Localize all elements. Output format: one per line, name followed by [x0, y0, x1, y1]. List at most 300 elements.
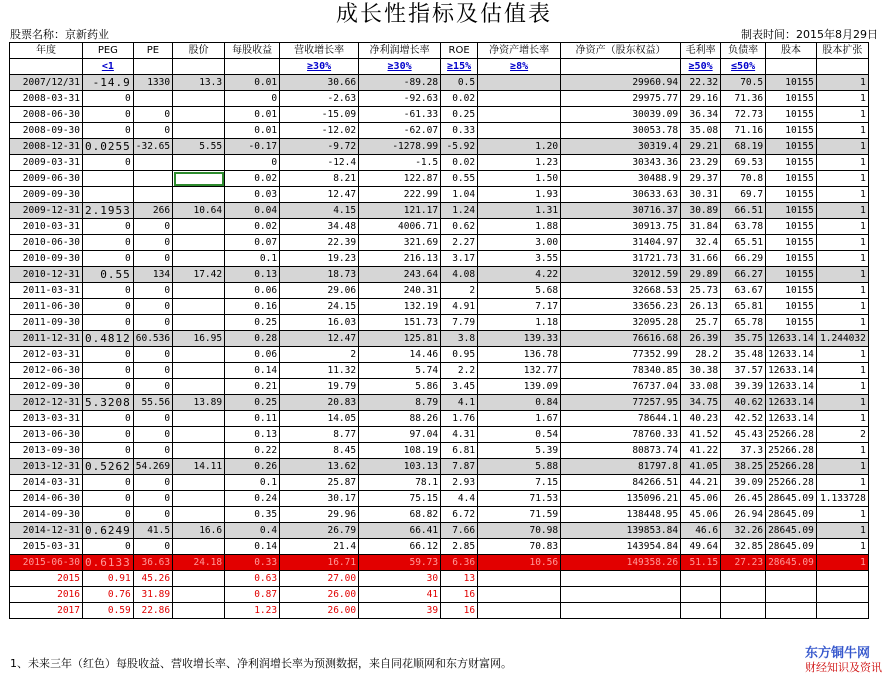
- table-cell[interactable]: 0.01: [225, 123, 280, 139]
- criteria-cell[interactable]: ≤50%: [721, 59, 766, 75]
- criteria-cell[interactable]: <1: [83, 59, 134, 75]
- table-cell[interactable]: 13.62: [280, 459, 359, 475]
- table-cell[interactable]: 321.69: [359, 235, 441, 251]
- table-cell[interactable]: [766, 603, 817, 619]
- table-cell[interactable]: 68.82: [359, 507, 441, 523]
- table-cell[interactable]: 26.00: [280, 587, 359, 603]
- table-cell[interactable]: 1: [816, 283, 868, 299]
- table-cell[interactable]: 0: [133, 427, 172, 443]
- table-cell[interactable]: 0.02: [441, 91, 478, 107]
- table-cell[interactable]: 75.15: [359, 491, 441, 507]
- table-cell[interactable]: 0.6133: [83, 555, 134, 571]
- table-cell[interactable]: 20.83: [280, 395, 359, 411]
- table-cell[interactable]: 1: [816, 251, 868, 267]
- table-cell[interactable]: 45.06: [681, 507, 721, 523]
- criteria-cell[interactable]: ≥8%: [478, 59, 561, 75]
- table-cell[interactable]: 41.5: [133, 523, 172, 539]
- table-cell[interactable]: -9.72: [280, 139, 359, 155]
- table-cell[interactable]: 0.13: [225, 267, 280, 283]
- column-header[interactable]: ROE: [441, 43, 478, 59]
- table-cell[interactable]: 36.34: [681, 107, 721, 123]
- table-cell[interactable]: -61.33: [359, 107, 441, 123]
- table-cell[interactable]: 41.05: [681, 459, 721, 475]
- table-cell[interactable]: 78644.1: [561, 411, 681, 427]
- table-cell[interactable]: 34.48: [280, 219, 359, 235]
- table-cell[interactable]: 30633.63: [561, 187, 681, 203]
- table-cell[interactable]: 0: [133, 299, 172, 315]
- table-cell[interactable]: 4.15: [280, 203, 359, 219]
- table-cell[interactable]: 0.02: [225, 171, 280, 187]
- table-cell[interactable]: 139853.84: [561, 523, 681, 539]
- table-cell[interactable]: 0: [133, 315, 172, 331]
- table-cell[interactable]: 8.77: [280, 427, 359, 443]
- table-cell[interactable]: 35.75: [721, 331, 766, 347]
- table-cell[interactable]: 30913.75: [561, 219, 681, 235]
- table-cell[interactable]: 0: [83, 347, 134, 363]
- criteria-cell[interactable]: ≥30%: [280, 59, 359, 75]
- table-cell[interactable]: 45.06: [681, 491, 721, 507]
- table-cell[interactable]: 39.09: [721, 475, 766, 491]
- table-cell[interactable]: 0: [133, 235, 172, 251]
- table-cell[interactable]: 243.64: [359, 267, 441, 283]
- table-cell[interactable]: 4.22: [478, 267, 561, 283]
- table-cell[interactable]: 31.89: [133, 587, 172, 603]
- table-cell[interactable]: 0.62: [441, 219, 478, 235]
- table-cell[interactable]: 6.36: [441, 555, 478, 571]
- table-cell[interactable]: -92.63: [359, 91, 441, 107]
- table-cell[interactable]: 2014-06-30: [10, 491, 83, 507]
- table-cell[interactable]: 30319.4: [561, 139, 681, 155]
- table-cell[interactable]: 0.28: [225, 331, 280, 347]
- table-cell[interactable]: 11.32: [280, 363, 359, 379]
- table-cell[interactable]: 19.79: [280, 379, 359, 395]
- table-cell[interactable]: 31.84: [681, 219, 721, 235]
- table-cell[interactable]: 14.46: [359, 347, 441, 363]
- table-cell[interactable]: 2008-03-31: [10, 91, 83, 107]
- table-cell[interactable]: 32012.59: [561, 267, 681, 283]
- table-cell[interactable]: 1.76: [441, 411, 478, 427]
- table-cell[interactable]: [173, 427, 225, 443]
- table-cell[interactable]: -14.9: [83, 75, 134, 91]
- table-cell[interactable]: 0: [133, 347, 172, 363]
- table-cell[interactable]: 0: [83, 427, 134, 443]
- table-cell[interactable]: 1: [816, 443, 868, 459]
- column-header[interactable]: PEG: [83, 43, 134, 59]
- table-cell[interactable]: 5.3208: [83, 395, 134, 411]
- table-cell[interactable]: 25.7: [681, 315, 721, 331]
- table-cell[interactable]: 35.08: [681, 123, 721, 139]
- table-cell[interactable]: 30.89: [681, 203, 721, 219]
- table-cell[interactable]: 30.66: [280, 75, 359, 91]
- table-cell[interactable]: 4006.71: [359, 219, 441, 235]
- table-cell[interactable]: 66.27: [721, 267, 766, 283]
- table-cell[interactable]: 151.73: [359, 315, 441, 331]
- table-cell[interactable]: 32.4: [681, 235, 721, 251]
- table-cell[interactable]: 2012-03-31: [10, 347, 83, 363]
- table-cell[interactable]: 12633.14: [766, 331, 817, 347]
- table-cell[interactable]: 29960.94: [561, 75, 681, 91]
- table-cell[interactable]: 1: [816, 507, 868, 523]
- table-cell[interactable]: [681, 571, 721, 587]
- table-cell[interactable]: 37.57: [721, 363, 766, 379]
- table-cell[interactable]: -89.28: [359, 75, 441, 91]
- table-cell[interactable]: -12.02: [280, 123, 359, 139]
- table-cell[interactable]: 1: [816, 475, 868, 491]
- table-cell[interactable]: 33.08: [681, 379, 721, 395]
- table-cell[interactable]: 39: [359, 603, 441, 619]
- table-cell[interactable]: 1.23: [478, 155, 561, 171]
- table-cell[interactable]: 0.84: [478, 395, 561, 411]
- table-cell[interactable]: 1.133728: [816, 491, 868, 507]
- table-cell[interactable]: [766, 571, 817, 587]
- table-cell[interactable]: 0.63: [225, 571, 280, 587]
- table-cell[interactable]: 0.25: [441, 107, 478, 123]
- table-cell[interactable]: 1: [816, 171, 868, 187]
- table-cell[interactable]: 28645.09: [766, 491, 817, 507]
- criteria-cell[interactable]: [816, 59, 868, 75]
- table-cell[interactable]: 2008-12-31: [10, 139, 83, 155]
- table-cell[interactable]: 13.3: [173, 75, 225, 91]
- table-cell[interactable]: 63.78: [721, 219, 766, 235]
- table-cell[interactable]: 63.67: [721, 283, 766, 299]
- table-cell[interactable]: 5.88: [478, 459, 561, 475]
- table-cell[interactable]: -32.65: [133, 139, 172, 155]
- table-cell[interactable]: 0: [133, 443, 172, 459]
- table-cell[interactable]: 0.5262: [83, 459, 134, 475]
- table-cell[interactable]: [173, 379, 225, 395]
- table-cell[interactable]: 132.77: [478, 363, 561, 379]
- table-cell[interactable]: 134: [133, 267, 172, 283]
- column-header[interactable]: PE: [133, 43, 172, 59]
- table-cell[interactable]: 36.63: [133, 555, 172, 571]
- table-cell[interactable]: [173, 155, 225, 171]
- table-cell[interactable]: 0: [133, 507, 172, 523]
- table-cell[interactable]: [173, 347, 225, 363]
- table-cell[interactable]: [173, 299, 225, 315]
- table-cell[interactable]: 2015: [10, 571, 83, 587]
- table-cell[interactable]: 2014-09-30: [10, 507, 83, 523]
- table-cell[interactable]: 0.1: [225, 251, 280, 267]
- table-cell[interactable]: 45.43: [721, 427, 766, 443]
- table-cell[interactable]: 2015-06-30: [10, 555, 83, 571]
- table-cell[interactable]: 12633.14: [766, 411, 817, 427]
- table-cell[interactable]: [133, 155, 172, 171]
- table-cell[interactable]: 8.45: [280, 443, 359, 459]
- table-cell[interactable]: 28645.09: [766, 555, 817, 571]
- table-cell[interactable]: 0: [83, 491, 134, 507]
- table-cell[interactable]: 0.1: [225, 475, 280, 491]
- table-cell[interactable]: 71.59: [478, 507, 561, 523]
- table-cell[interactable]: 70.98: [478, 523, 561, 539]
- table-cell[interactable]: 2010-09-30: [10, 251, 83, 267]
- table-cell[interactable]: [173, 283, 225, 299]
- table-cell[interactable]: 0: [133, 411, 172, 427]
- table-cell[interactable]: 0.01: [225, 107, 280, 123]
- table-cell[interactable]: 0: [83, 299, 134, 315]
- criteria-cell[interactable]: [561, 59, 681, 75]
- table-cell[interactable]: 26.94: [721, 507, 766, 523]
- table-cell[interactable]: 0: [133, 491, 172, 507]
- table-cell[interactable]: [681, 587, 721, 603]
- table-cell[interactable]: [816, 587, 868, 603]
- table-cell[interactable]: 22.32: [681, 75, 721, 91]
- table-cell[interactable]: 30: [359, 571, 441, 587]
- table-cell[interactable]: 3.00: [478, 235, 561, 251]
- table-cell[interactable]: 216.13: [359, 251, 441, 267]
- table-cell[interactable]: -62.07: [359, 123, 441, 139]
- table-cell[interactable]: [173, 315, 225, 331]
- table-cell[interactable]: 135096.21: [561, 491, 681, 507]
- table-cell[interactable]: 0.06: [225, 283, 280, 299]
- table-cell[interactable]: 1: [816, 155, 868, 171]
- table-cell[interactable]: 30039.09: [561, 107, 681, 123]
- table-cell[interactable]: 0: [133, 107, 172, 123]
- table-cell[interactable]: 4.08: [441, 267, 478, 283]
- table-cell[interactable]: 2017: [10, 603, 83, 619]
- table-cell[interactable]: 0.4: [225, 523, 280, 539]
- table-cell[interactable]: [173, 571, 225, 587]
- table-cell[interactable]: 30716.37: [561, 203, 681, 219]
- table-cell[interactable]: 0.13: [225, 427, 280, 443]
- table-cell[interactable]: 2008-06-30: [10, 107, 83, 123]
- table-cell[interactable]: 13.89: [173, 395, 225, 411]
- table-cell[interactable]: 31.66: [681, 251, 721, 267]
- table-cell[interactable]: 1: [816, 187, 868, 203]
- table-cell[interactable]: 10155: [766, 123, 817, 139]
- table-cell[interactable]: 44.21: [681, 475, 721, 491]
- table-cell[interactable]: [721, 587, 766, 603]
- table-cell[interactable]: [173, 187, 225, 203]
- table-cell[interactable]: 1.88: [478, 219, 561, 235]
- table-cell[interactable]: 0.07: [225, 235, 280, 251]
- table-cell[interactable]: [478, 75, 561, 91]
- table-cell[interactable]: 1: [816, 363, 868, 379]
- table-cell[interactable]: 125.81: [359, 331, 441, 347]
- table-cell[interactable]: 65.81: [721, 299, 766, 315]
- table-cell[interactable]: 1: [816, 91, 868, 107]
- table-cell[interactable]: 1.23: [225, 603, 280, 619]
- table-cell[interactable]: 22.39: [280, 235, 359, 251]
- table-cell[interactable]: 0: [133, 363, 172, 379]
- table-cell[interactable]: 0.02: [225, 219, 280, 235]
- table-cell[interactable]: 0: [83, 283, 134, 299]
- table-cell[interactable]: 78340.85: [561, 363, 681, 379]
- table-cell[interactable]: 4.1: [441, 395, 478, 411]
- table-cell[interactable]: 5.86: [359, 379, 441, 395]
- table-cell[interactable]: 2.1953: [83, 203, 134, 219]
- table-cell[interactable]: 0.33: [441, 123, 478, 139]
- table-cell[interactable]: 0.4812: [83, 331, 134, 347]
- table-cell[interactable]: 7.66: [441, 523, 478, 539]
- table-cell[interactable]: 1: [816, 459, 868, 475]
- table-cell[interactable]: 0: [83, 539, 134, 555]
- table-cell[interactable]: 0.16: [225, 299, 280, 315]
- table-cell[interactable]: -12.4: [280, 155, 359, 171]
- table-cell[interactable]: 2007/12/31: [10, 75, 83, 91]
- table-cell[interactable]: 25266.28: [766, 459, 817, 475]
- table-cell[interactable]: 0.11: [225, 411, 280, 427]
- table-cell[interactable]: [478, 603, 561, 619]
- table-cell[interactable]: 5.39: [478, 443, 561, 459]
- table-cell[interactable]: 30.38: [681, 363, 721, 379]
- table-cell[interactable]: 266: [133, 203, 172, 219]
- table-cell[interactable]: 0.01: [225, 75, 280, 91]
- table-cell[interactable]: 66.29: [721, 251, 766, 267]
- column-header[interactable]: 股本扩张: [816, 43, 868, 59]
- table-cell[interactable]: 0.04: [225, 203, 280, 219]
- table-cell[interactable]: 69.53: [721, 155, 766, 171]
- table-cell[interactable]: -1278.99: [359, 139, 441, 155]
- table-cell[interactable]: 0: [133, 475, 172, 491]
- column-header[interactable]: 每股收益: [225, 43, 280, 59]
- table-cell[interactable]: 10155: [766, 203, 817, 219]
- table-cell[interactable]: 29.37: [681, 171, 721, 187]
- table-cell[interactable]: 2012-09-30: [10, 379, 83, 395]
- table-cell[interactable]: 0: [83, 475, 134, 491]
- table-cell[interactable]: 80873.74: [561, 443, 681, 459]
- table-cell[interactable]: 16: [441, 587, 478, 603]
- table-cell[interactable]: 2013-12-31: [10, 459, 83, 475]
- table-cell[interactable]: 76616.68: [561, 331, 681, 347]
- column-header[interactable]: 年度: [10, 43, 83, 59]
- table-cell[interactable]: 14.11: [173, 459, 225, 475]
- table-cell[interactable]: 25.87: [280, 475, 359, 491]
- table-cell[interactable]: 12633.14: [766, 347, 817, 363]
- table-cell[interactable]: [173, 539, 225, 555]
- table-cell[interactable]: [173, 411, 225, 427]
- table-cell[interactable]: 2011-12-31: [10, 331, 83, 347]
- column-header[interactable]: 负债率: [721, 43, 766, 59]
- table-cell[interactable]: 0.91: [83, 571, 134, 587]
- table-cell[interactable]: [173, 91, 225, 107]
- table-cell[interactable]: [133, 187, 172, 203]
- table-cell[interactable]: 10.56: [478, 555, 561, 571]
- table-cell[interactable]: 42.52: [721, 411, 766, 427]
- table-cell[interactable]: 6.81: [441, 443, 478, 459]
- table-cell[interactable]: 1: [816, 523, 868, 539]
- table-cell[interactable]: 0: [83, 91, 134, 107]
- column-header[interactable]: 股价: [173, 43, 225, 59]
- table-cell[interactable]: 29.21: [681, 139, 721, 155]
- table-cell[interactable]: 5.74: [359, 363, 441, 379]
- table-cell[interactable]: 7.87: [441, 459, 478, 475]
- table-cell[interactable]: [173, 603, 225, 619]
- table-cell[interactable]: 60.536: [133, 331, 172, 347]
- table-cell[interactable]: 0: [83, 315, 134, 331]
- table-cell[interactable]: 65.78: [721, 315, 766, 331]
- table-cell[interactable]: 30488.9: [561, 171, 681, 187]
- table-cell[interactable]: 97.04: [359, 427, 441, 443]
- table-cell[interactable]: [721, 571, 766, 587]
- table-cell[interactable]: 1: [816, 203, 868, 219]
- table-cell[interactable]: 30.31: [681, 187, 721, 203]
- table-cell[interactable]: 10155: [766, 107, 817, 123]
- table-cell[interactable]: 6.72: [441, 507, 478, 523]
- table-cell[interactable]: 1.20: [478, 139, 561, 155]
- table-cell[interactable]: 0.55: [441, 171, 478, 187]
- table-cell[interactable]: 29975.77: [561, 91, 681, 107]
- table-cell[interactable]: 1.50: [478, 171, 561, 187]
- table-cell[interactable]: 76737.04: [561, 379, 681, 395]
- table-cell[interactable]: [766, 587, 817, 603]
- table-cell[interactable]: 10.64: [173, 203, 225, 219]
- table-cell[interactable]: 1: [816, 139, 868, 155]
- table-cell[interactable]: 1: [816, 107, 868, 123]
- table-cell[interactable]: 2016: [10, 587, 83, 603]
- table-cell[interactable]: 3.17: [441, 251, 478, 267]
- table-cell[interactable]: 3.45: [441, 379, 478, 395]
- table-cell[interactable]: 0.35: [225, 507, 280, 523]
- table-cell[interactable]: 2013-09-30: [10, 443, 83, 459]
- table-cell[interactable]: -15.09: [280, 107, 359, 123]
- column-header[interactable]: 净利润增长率: [359, 43, 441, 59]
- table-cell[interactable]: 55.56: [133, 395, 172, 411]
- table-cell[interactable]: 0.03: [225, 187, 280, 203]
- table-cell[interactable]: 40.23: [681, 411, 721, 427]
- table-cell[interactable]: 22.86: [133, 603, 172, 619]
- table-cell[interactable]: 149358.26: [561, 555, 681, 571]
- column-header[interactable]: 毛利率: [681, 43, 721, 59]
- table-cell[interactable]: 26.39: [681, 331, 721, 347]
- column-header[interactable]: 净资产（股东权益）: [561, 43, 681, 59]
- table-cell[interactable]: 51.15: [681, 555, 721, 571]
- table-cell[interactable]: 0.25: [225, 395, 280, 411]
- table-cell[interactable]: 26.00: [280, 603, 359, 619]
- table-cell[interactable]: [816, 603, 868, 619]
- table-cell[interactable]: 0.76: [83, 587, 134, 603]
- table-cell[interactable]: 136.78: [478, 347, 561, 363]
- table-cell[interactable]: 0: [83, 219, 134, 235]
- table-cell[interactable]: 3.55: [478, 251, 561, 267]
- table-cell[interactable]: 4.31: [441, 427, 478, 443]
- table-cell[interactable]: 14.05: [280, 411, 359, 427]
- table-cell[interactable]: 0.6249: [83, 523, 134, 539]
- table-cell[interactable]: 10155: [766, 315, 817, 331]
- table-cell[interactable]: [173, 475, 225, 491]
- table-cell[interactable]: 7.15: [478, 475, 561, 491]
- table-cell[interactable]: 0.54: [478, 427, 561, 443]
- criteria-cell[interactable]: [10, 59, 83, 75]
- table-cell[interactable]: 7.79: [441, 315, 478, 331]
- table-cell[interactable]: 1: [816, 379, 868, 395]
- table-cell[interactable]: 1.244032: [816, 331, 868, 347]
- table-cell[interactable]: 2012-06-30: [10, 363, 83, 379]
- table-cell[interactable]: 121.17: [359, 203, 441, 219]
- table-cell[interactable]: 0.22: [225, 443, 280, 459]
- table-cell[interactable]: 0.14: [225, 363, 280, 379]
- table-cell[interactable]: 10155: [766, 299, 817, 315]
- table-cell[interactable]: 139.09: [478, 379, 561, 395]
- table-cell[interactable]: 10155: [766, 155, 817, 171]
- table-cell[interactable]: 0: [133, 251, 172, 267]
- table-cell[interactable]: 32.26: [721, 523, 766, 539]
- table-cell[interactable]: 132.19: [359, 299, 441, 315]
- table-cell[interactable]: [173, 363, 225, 379]
- table-cell[interactable]: 2.85: [441, 539, 478, 555]
- table-cell[interactable]: 66.51: [721, 203, 766, 219]
- table-cell[interactable]: 0.0255: [83, 139, 134, 155]
- table-cell[interactable]: 25266.28: [766, 443, 817, 459]
- column-header[interactable]: 营收增长率: [280, 43, 359, 59]
- table-cell[interactable]: 2011-03-31: [10, 283, 83, 299]
- table-cell[interactable]: -0.17: [225, 139, 280, 155]
- table-cell[interactable]: [173, 507, 225, 523]
- table-cell[interactable]: 16.71: [280, 555, 359, 571]
- table-cell[interactable]: 27.23: [721, 555, 766, 571]
- table-cell[interactable]: 49.64: [681, 539, 721, 555]
- table-cell[interactable]: 29.06: [280, 283, 359, 299]
- table-cell[interactable]: [478, 91, 561, 107]
